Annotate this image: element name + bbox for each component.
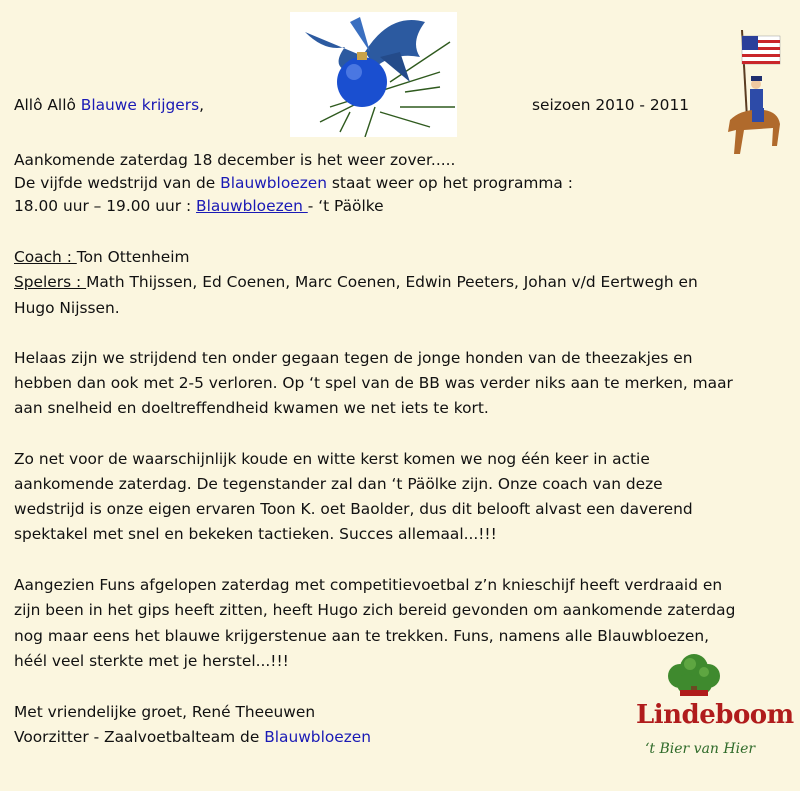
paragraph-2-line: Zo net voor de waarschijnlijk koude en witte kerst komen we nog één keer in actie <box>14 450 650 468</box>
team-name: Blauwbloezen <box>220 174 328 192</box>
team-name: Blauwbloezen <box>264 728 372 746</box>
team-name: Blauwe krijgers <box>80 96 200 114</box>
intro-line-2 <box>14 173 573 193</box>
cavalry-soldier-flag-icon <box>722 28 784 160</box>
closing-greeting: Met vriendelijke groet, René Theeuwen <box>14 703 316 721</box>
coach-line <box>14 247 190 267</box>
players-label: Spelers : <box>14 273 87 291</box>
players-list: Math Thijssen, Ed Coenen, Marc Coenen, Edwin Peeters, Johan v/d Eertwegh en <box>86 273 698 291</box>
lindeboom-tagline: ‘t Bier van Hier <box>644 741 756 757</box>
greeting-prefix: Allô Allô <box>14 96 81 114</box>
paragraph-3-line: héél veel sterkte met je herstel...!!! <box>14 652 289 670</box>
paragraph-2-line: wedstrijd is onze eigen ervaren Toon K. oet Baolder, dus dit belooft alvast een daverend <box>14 500 693 518</box>
paragraph-1-line: hebben dan ook met 2-5 verloren. Op ‘t spel van de BB was verder niks aan te merken, maar <box>14 374 733 392</box>
match-time: 18.00 uur – 19.00 uur : <box>14 197 197 215</box>
paragraph-3-line: nog maar eens het blauwe krijgerstenue aan te trekken. Funs, namens alle Blauwbloezen, <box>14 627 709 645</box>
opponent: - ‘t Päölke <box>307 197 384 215</box>
greeting-suffix: , <box>199 96 205 114</box>
lindeboom-brand: Lindeboom <box>636 700 794 730</box>
coach-name: Ton Ottenheim <box>76 248 190 266</box>
intro-line-2-prefix: De vijfde wedstrijd van de <box>14 174 221 192</box>
paragraph-3-line: zijn been in het gips heeft zitten, heeft Hugo zich bereid gevonden om aankomende zaterdag <box>14 601 736 619</box>
team-link[interactable]: Blauwbloezen <box>196 197 308 215</box>
coach-label: Coach : <box>14 248 77 266</box>
match-line <box>14 196 384 216</box>
paragraph-1-line: Helaas zijn we strijdend ten onder gegaan tegen de jonge honden van de theezakjes en <box>14 349 693 367</box>
season-label: seizoen 2010 - 2011 <box>532 96 690 114</box>
intro-line-2-suffix: staat weer op het programma : <box>327 174 573 192</box>
players-line-1 <box>14 272 698 292</box>
greeting-line <box>14 95 204 115</box>
signature-prefix: Voorzitter - Zaalvoetbalteam de <box>14 728 265 746</box>
paragraph-2-line: aankomende zaterdag. De tegenstander zal dan ‘t Päölke zijn. Onze coach van deze <box>14 475 663 493</box>
paragraph-3-line: Aangezien Funs afgelopen zaterdag met competitievoetbal z’n knieschijf heeft verdraaid en <box>14 576 723 594</box>
paragraph-2-line: spektakel met snel en bekeken tactieken. Succes allemaal...!!! <box>14 525 497 543</box>
paragraph-1-line: aan snelheid en doeltreffendheid kwamen we net iets te kort. <box>14 399 489 417</box>
christmas-ornament-image <box>290 12 457 137</box>
signature-line <box>14 727 371 747</box>
players-line-2: Hugo Nijssen. <box>14 299 120 317</box>
intro-line-1: Aankomende zaterdag 18 december is het weer zover..... <box>14 151 456 169</box>
